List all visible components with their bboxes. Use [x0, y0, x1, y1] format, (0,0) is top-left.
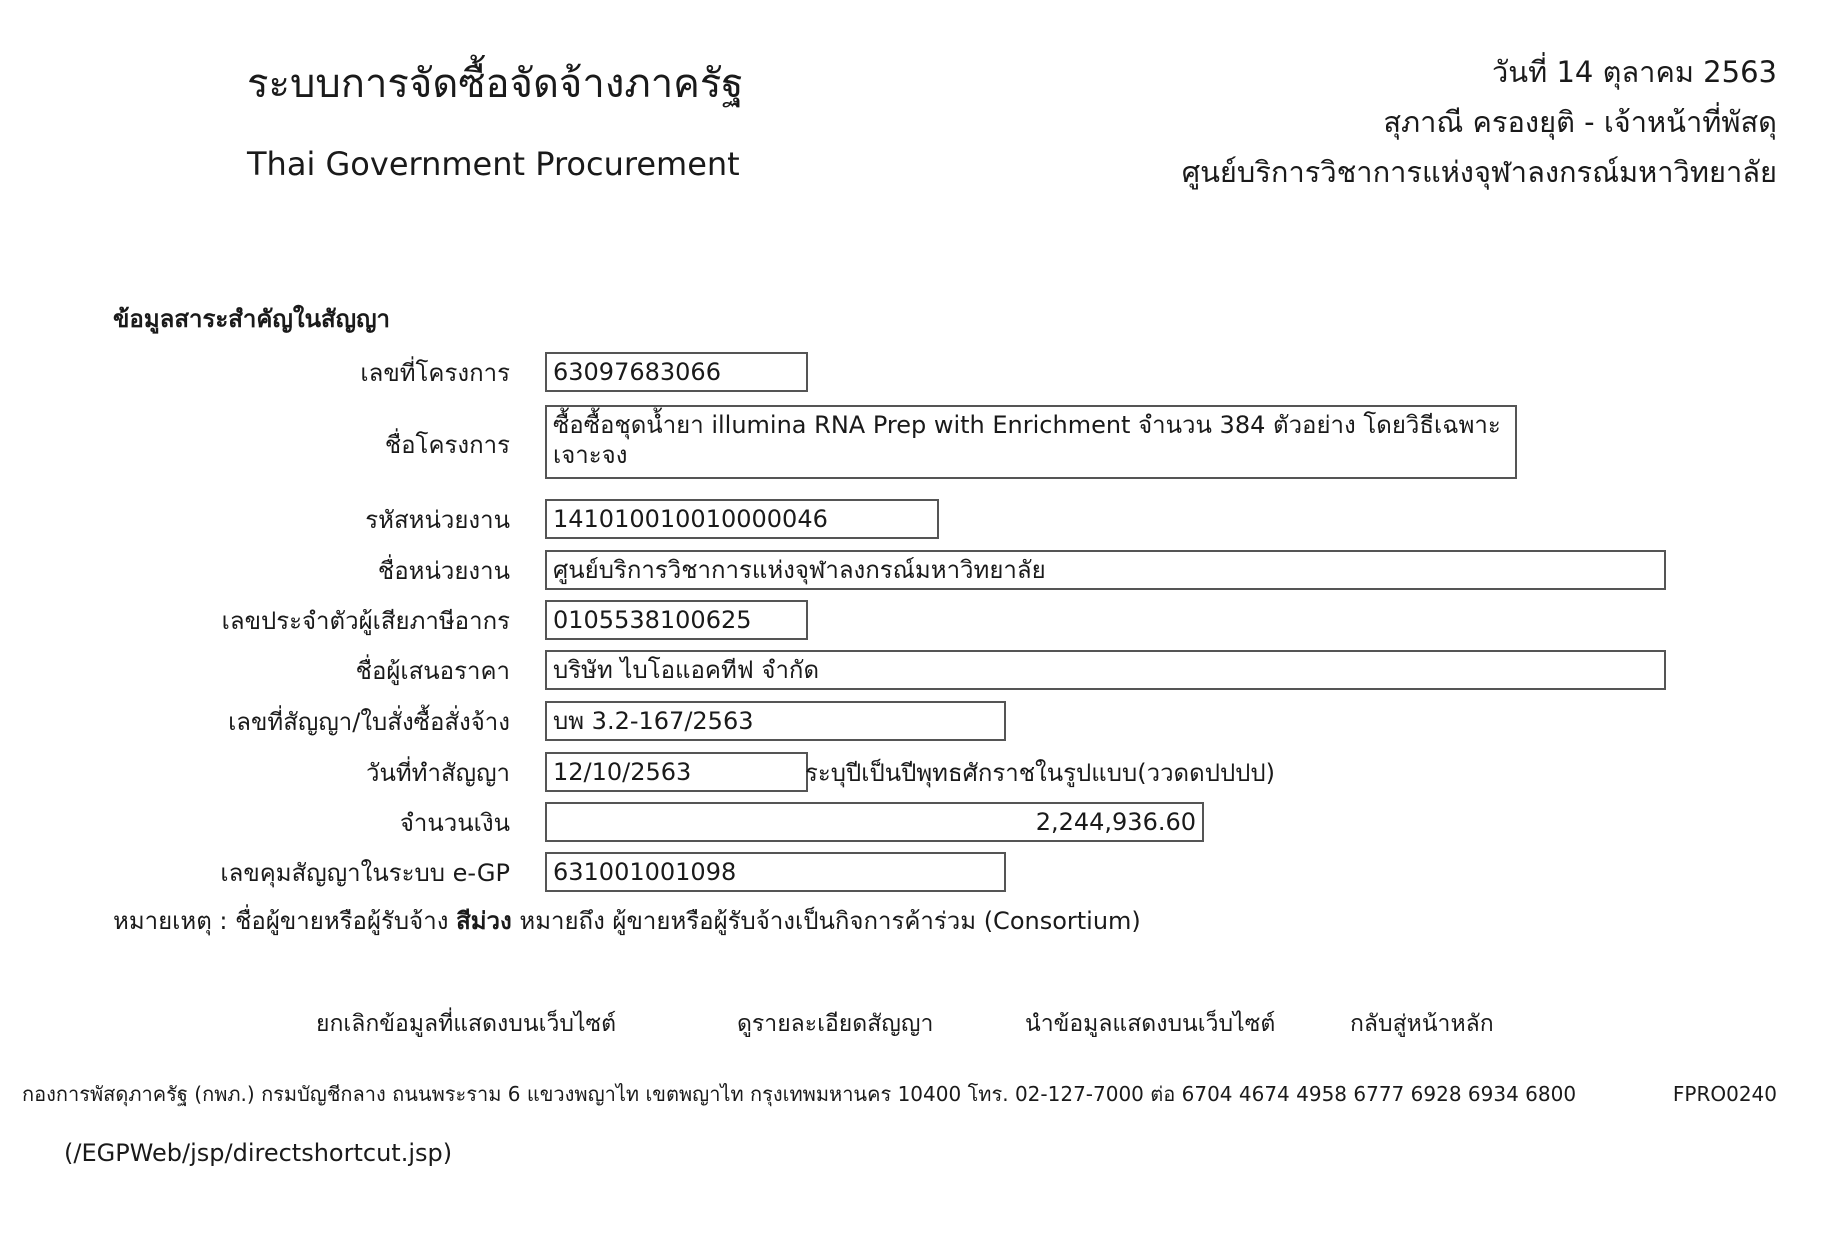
tax-id-label: เลขประจำตัวผู้เสียภาษีอากร	[221, 607, 510, 635]
dept-code-label: รหัสหน่วยงาน	[365, 506, 510, 534]
view-contract-link[interactable]: ดูรายละเอียดสัญญา	[737, 1011, 934, 1037]
project-name-field[interactable]: ซื้อซื้อชุดน้ำยา illumina RNA Prep with Enrichment จำนวน 384 ตัวอย่าง โดยวิธีเฉพาะเจาะจง	[545, 405, 1517, 479]
tax-id-field[interactable]: 0105538100625	[545, 600, 808, 640]
note-prefix: หมายเหตุ : ชื่อผู้ขายหรือผู้รับจ้าง	[113, 907, 449, 935]
page-url: (/EGPWeb/jsp/directshortcut.jsp)	[64, 1139, 453, 1167]
egp-control-field[interactable]: 631001001098	[545, 852, 1006, 892]
dept-name-field[interactable]: ศูนย์บริการวิชาการแห่งจุฬาลงกรณ์มหาวิทยาลัย	[545, 550, 1666, 590]
note-highlight: สีม่วง	[456, 907, 512, 935]
contract-date-label: วันที่ทำสัญญา	[365, 759, 510, 787]
egp-control-label: เลขคุมสัญญาในระบบ e-GP	[220, 859, 510, 887]
print-date: วันที่ 14 ตุลาคม 2563	[1492, 55, 1777, 89]
note-suffix: หมายถึง ผู้ขายหรือผู้รับจ้างเป็นกิจการค้าร่วม (Consortium)	[519, 907, 1141, 935]
amount-field[interactable]: 2,244,936.60	[545, 802, 1204, 842]
section-title: ข้อมูลสาระสำคัญในสัญญา	[113, 305, 391, 333]
contract-no-field[interactable]: บพ 3.2-167/2563	[545, 701, 1006, 741]
publish-link[interactable]: นำข้อมูลแสดงบนเว็บไซต์	[1025, 1011, 1276, 1037]
amount-label: จำนวนเงิน	[399, 809, 510, 837]
bidder-name-label: ชื่อผู้เสนอราคา	[355, 657, 510, 685]
system-title-english: Thai Government Procurement	[247, 145, 740, 183]
form-code: FPRO0240	[1672, 1082, 1777, 1106]
consortium-note	[113, 904, 1141, 938]
cancel-display-link[interactable]: ยกเลิกข้อมูลที่แสดงบนเว็บไซต์	[316, 1011, 617, 1037]
contract-date-field[interactable]: 12/10/2563	[545, 752, 808, 792]
project-name-label: ชื่อโครงการ	[384, 431, 510, 459]
dept-code-field[interactable]: 141010010010000046	[545, 499, 939, 539]
contract-date-hint: ระบุปีเป็นปีพุทธศักราชในรูปแบบ(ววดดปปปป)	[805, 759, 1276, 787]
footer-address: กองการพัสดุภาครัฐ (กพภ.) กรมบัญชีกลาง ถนนพระราม 6 แขวงพญาไท เขตพญาไท กรุงเทพมหานคร 10400 โทร. 02-127-7000 ต่อ 6704 4674 4958 6777 6928 6934 6800	[22, 1082, 1577, 1106]
dept-name-label: ชื่อหน่วยงาน	[377, 557, 510, 585]
user-organization: ศูนย์บริการวิชาการแห่งจุฬาลงกรณ์มหาวิทยาลัย	[1181, 155, 1777, 189]
project-no-label: เลขที่โครงการ	[360, 359, 510, 387]
system-title-thai: ระบบการจัดซื้อจัดจ้างภาครัฐ	[247, 61, 744, 107]
project-no-field[interactable]: 63097683066	[545, 352, 808, 392]
user-name: สุภาณี ครองยุติ - เจ้าหน้าที่พัสดุ	[1383, 105, 1777, 139]
contract-no-label: เลขที่สัญญา/ใบสั่งซื้อสั่งจ้าง	[228, 708, 510, 736]
back-home-link[interactable]: กลับสู่หน้าหลัก	[1350, 1011, 1494, 1037]
bidder-name-field[interactable]: บริษัท ไบโอแอคทีฟ จำกัด	[545, 650, 1666, 690]
